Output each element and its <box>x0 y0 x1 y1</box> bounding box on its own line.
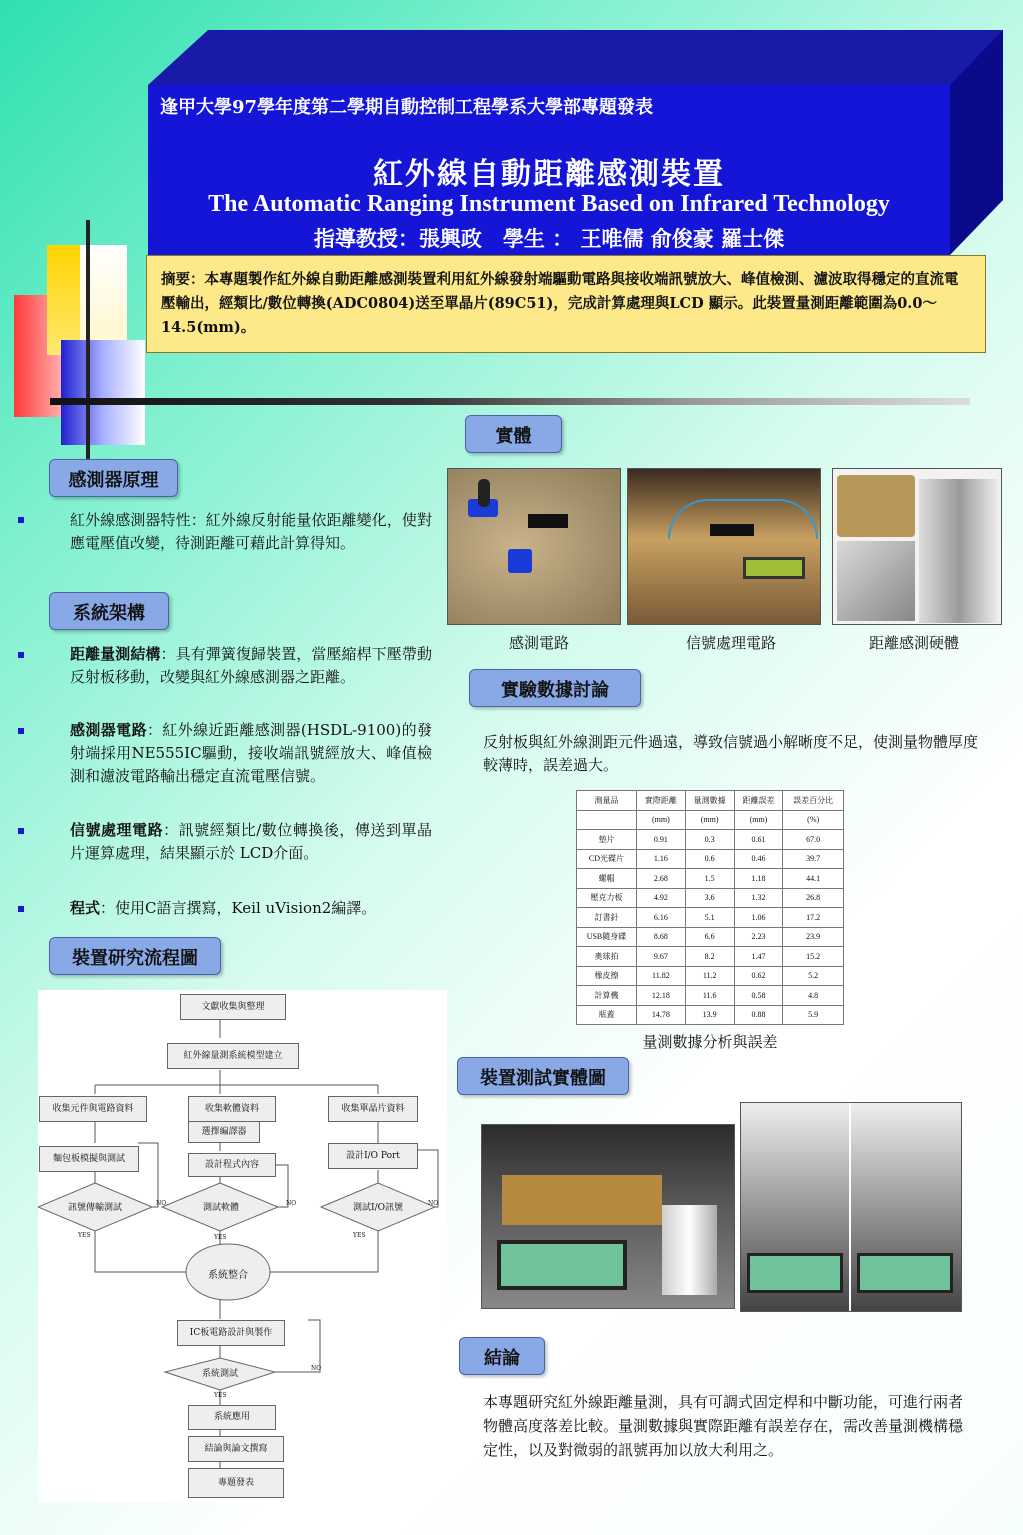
caption-data-table: 量測數據分析與誤差 <box>642 1033 778 1051</box>
decor-horizontal-line <box>50 398 970 405</box>
bullet-icon <box>18 906 24 912</box>
arch-item-structure: 距離量測結構：具有彈簧復歸裝置，當壓縮桿下壓帶動反射板移動，改變與紅外線感測器之距離。 <box>70 645 432 686</box>
label-discussion: 實驗數據討論 <box>469 669 641 707</box>
flow-step-pcb: IC板電路設計與製作 <box>177 1320 285 1346</box>
flow-no-label: NO <box>286 1200 297 1207</box>
photo-ranging-hardware <box>832 468 1002 625</box>
flow-yes-label: YES <box>78 1232 91 1239</box>
photo-test-setup <box>481 1124 735 1309</box>
decor-blue-square <box>61 340 145 445</box>
conclusion-text: 本專題研究紅外線距離量測，具有可調式固定桿和中斷功能，可進行兩者物體高度落差比較。量測數據與實際距離有誤差存在，需改善量測機構穩定性，以及對微弱的訊號再加以放大利用之。 <box>483 1393 964 1459</box>
flow-step-model: 紅外線量測系統模型建立 <box>167 1043 299 1069</box>
flow-decision-signal: 訊號傳輸測試 <box>67 1203 122 1213</box>
flow-yes-label: YES <box>353 1232 366 1239</box>
flow-decision-software: 測試軟體 <box>202 1203 239 1213</box>
university-line: 逢甲大學97學年度第二學期自動控制工程學系大學部專題發表 <box>160 97 654 118</box>
advisors-line: 指導教授：張興政 學生 ： 王唯儒 俞俊豪 羅士傑 <box>313 226 785 251</box>
table-row: 橡皮擦 11.82 11.2 0.62 5.2 <box>577 966 844 986</box>
photo-signal-circuit <box>627 468 821 625</box>
flow-no-label: NO <box>311 1365 322 1372</box>
table-row: 計算機 12.18 11.6 0.58 4.8 <box>577 986 844 1006</box>
caption-ranging-hardware: 距離感測硬體 <box>868 634 959 652</box>
bullet-icon <box>18 652 24 658</box>
label-flowchart: 裝置研究流程圖 <box>49 937 221 975</box>
table-row: CD光碟片 1.16 0.6 0.46 39.7 <box>577 849 844 869</box>
flow-step-compiler: 選擇編譯器 <box>188 1121 260 1143</box>
label-conclusion: 結論 <box>459 1337 545 1375</box>
flow-no-label: NO <box>428 1200 439 1207</box>
flowchart <box>38 990 447 1502</box>
flow-decision-io: 測試I/O訊號 <box>353 1203 403 1213</box>
flow-step-breadboard: 麵包板模擬與測試 <box>39 1146 139 1172</box>
flow-no-label: NO <box>156 1200 167 1207</box>
flow-decision-system-test: 系統測試 <box>201 1369 238 1379</box>
photo-sensor-circuit <box>447 468 621 625</box>
flow-step-program: 設計程式內容 <box>188 1153 276 1177</box>
bullet-icon <box>18 517 24 523</box>
title-zh: 紅外線自動距離感測裝置 <box>373 157 725 192</box>
arch-item-sensor-circuit: 感測器電路：紅外線近距離感測器(HSDL-9100)的發射端採用NE555IC驅動，接收端訊號經放大、峰值檢測和濾波電路輸出穩定直流電壓信號。 <box>70 721 432 785</box>
photo-test-measurement <box>740 1102 962 1312</box>
flow-step-collect-mcu: 收集單晶片資料 <box>328 1096 418 1122</box>
label-entity: 實體 <box>465 415 562 453</box>
arch-item-signal-circuit: 信號處理電路：訊號經類比/數位轉換後，傳送到單晶片運算處理，結果顯示於 LCD介面。 <box>70 821 432 862</box>
header <box>148 85 950 255</box>
table-row: 瓶蓋 14.78 13.9 0.88 5.9 <box>577 1005 844 1025</box>
table-header-row: 測量品 實際距離 量測數據 距離誤差 誤差百分比 <box>577 791 844 811</box>
sensor-principle-text: 紅外線感測器特性：紅外線反射能量依距離變化，使對應電壓值改變，待測距離可藉此計算得知。 <box>70 511 432 552</box>
table-row: 螺帽 2.68 1.5 1.18 44.1 <box>577 869 844 889</box>
flow-step-application: 系統應用 <box>188 1405 276 1430</box>
flow-step-thesis: 結論與論文撰寫 <box>188 1436 284 1462</box>
data-table <box>576 790 844 1025</box>
title-en: The Automatic Ranging Instrument Based on Infrared Technology <box>208 191 890 217</box>
flow-step-literature: 文獻收集與整理 <box>180 994 286 1020</box>
arch-item-program: 程式：使用C語言撰寫，Keil uVision2編譯。 <box>70 899 377 917</box>
flow-yes-label: YES <box>214 1234 227 1241</box>
caption-sensor-circuit: 感測電路 <box>508 634 569 652</box>
table-row: 訂書針 6.16 5.1 1.06 17.2 <box>577 908 844 928</box>
table-row: USB隨身碟 8.68 6.6 2.23 23.9 <box>577 927 844 947</box>
discussion-text: 反射板與紅外線測距元件過遠，導致信號過小解晰度不足，使測量物體厚度較薄時，誤差過大。 <box>483 733 979 774</box>
header-box-top <box>148 30 1003 85</box>
bullet-icon <box>18 828 24 834</box>
label-architecture: 系統架構 <box>49 592 169 630</box>
flow-step-io-port: 設計I/O Port <box>328 1143 418 1169</box>
table-row: 墊片 0.91 0.3 0.61 67.0 <box>577 830 844 850</box>
flow-step-collect-software: 收集軟體資料 <box>188 1096 276 1122</box>
caption-signal-circuit: 信號處理電路 <box>685 634 776 652</box>
table-row: 奧球拍 9.67 8.2 1.47 15.2 <box>577 947 844 967</box>
table-units-row: (mm) (mm) (mm) (%) <box>577 810 844 830</box>
bullet-icon <box>18 728 24 734</box>
abstract-box: 摘要：本專題製作紅外線自動距離感測裝置利用紅外線發射端驅動電路與接收端訊號放大、峰值檢測、濾波取得穩定的直流電壓輸出，經類比/數位轉換(ADC0804)送至單晶片(89C51)，完成計算處理與LCD 顯示。此裝置量測距離範圍為0.0～14.5(mm)。 <box>146 255 986 353</box>
table-row: 壓克力板 4.92 3.6 1.32 26.8 <box>577 888 844 908</box>
flow-yes-label: YES <box>214 1392 227 1399</box>
flow-step-collect-components: 收集元件與電路資料 <box>39 1096 147 1122</box>
label-test-photos: 裝置測試實體圖 <box>457 1057 629 1095</box>
flow-integration: 系統整合 <box>208 1270 248 1281</box>
decor-vertical-line <box>86 220 90 460</box>
label-sensor-principle: 感測器原理 <box>49 459 178 497</box>
flow-step-presentation: 專題發表 <box>188 1468 284 1498</box>
